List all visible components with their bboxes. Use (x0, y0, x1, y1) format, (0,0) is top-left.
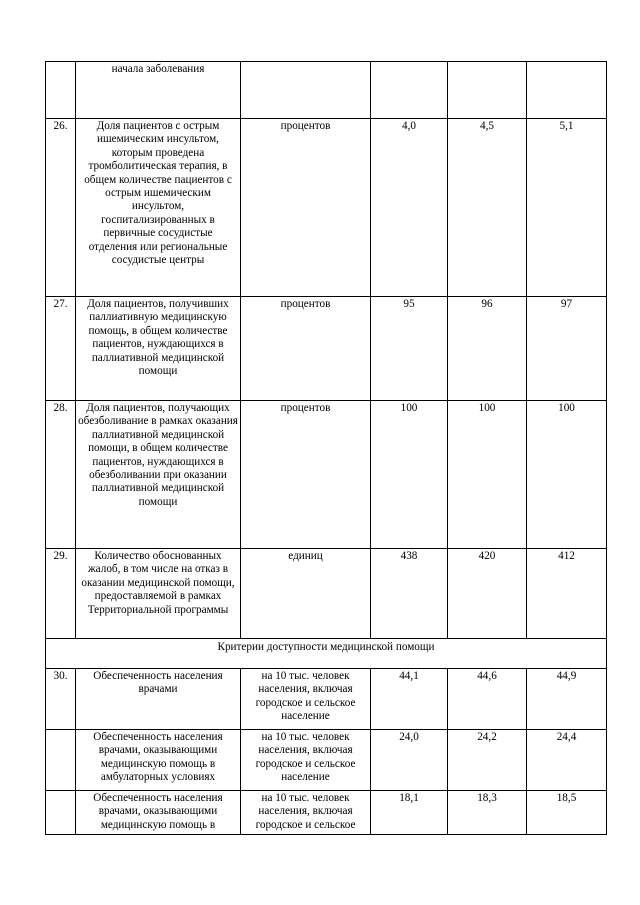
indicator-cell: Доля пациентов, получивших паллиативную медицинскую помощь, в общем количестве пациентов, нуждающихся в паллиативной медицинской помощи (76, 297, 241, 401)
value-cell-2: 24,2 (448, 730, 527, 791)
unit-cell: процентов (241, 297, 371, 401)
row-number: 27. (46, 297, 76, 401)
table-row (46, 791, 607, 835)
value-cell-1: 4,0 (371, 119, 448, 297)
indicator-cell: Обеспеченность населения врачами (76, 669, 241, 730)
value-cell-2: 44,6 (448, 669, 527, 730)
value-cell-2: 100 (448, 401, 527, 549)
value-cell-2 (448, 62, 527, 119)
row-number: 28. (46, 401, 76, 549)
value-cell-3: 24,4 (527, 730, 607, 791)
indicator-cell: Обеспеченность населения врачами, оказывающими медицинскую помощь в амбулаторных условиях (76, 730, 241, 791)
table-row (46, 549, 607, 639)
unit-cell: процентов (241, 119, 371, 297)
value-cell-1: 24,0 (371, 730, 448, 791)
value-cell-1: 100 (371, 401, 448, 549)
row-number: 30. (46, 669, 76, 730)
value-cell-3: 97 (527, 297, 607, 401)
section-title: Критерии доступности медицинской помощи (46, 639, 607, 669)
value-cell-3: 44,9 (527, 669, 607, 730)
table-row (46, 669, 607, 730)
value-cell-2: 420 (448, 549, 527, 639)
unit-cell: процентов (241, 401, 371, 549)
value-cell-3: 5,1 (527, 119, 607, 297)
value-cell-2: 18,3 (448, 791, 527, 835)
table-row (46, 62, 607, 119)
value-cell-1: 44,1 (371, 669, 448, 730)
row-number (46, 62, 76, 119)
table-row (46, 730, 607, 791)
value-cell-3 (527, 62, 607, 119)
indicator-cell: Обеспеченность населения врачами, оказывающими медицинскую помощь в (76, 791, 241, 835)
value-cell-1 (371, 62, 448, 119)
indicator-cell: Количество обоснованных жалоб, в том числе на отказ в оказании медицинской помощи, предоставляемой в рамках Территориальной программы (76, 549, 241, 639)
row-number (46, 730, 76, 791)
indicator-cell: начала заболевания (76, 62, 241, 119)
table-row (46, 297, 607, 401)
row-number: 26. (46, 119, 76, 297)
unit-cell: на 10 тыс. человек населения, включая городское и сельское население (241, 730, 371, 791)
value-cell-1: 18,1 (371, 791, 448, 835)
value-cell-2: 4,5 (448, 119, 527, 297)
indicator-cell: Доля пациентов с острым ишемическим инсультом, которым проведена тромболитическая терапия, в общем количестве пациентов с острым ишемическим инсультом, госпитализированных в первичные сосудистые отделения или региональные сосудистые центры (76, 119, 241, 297)
value-cell-1: 438 (371, 549, 448, 639)
criteria-table (45, 61, 607, 835)
unit-cell: на 10 тыс. человек населения, включая городское и сельское (241, 791, 371, 835)
unit-cell: на 10 тыс. человек населения, включая городское и сельское население (241, 669, 371, 730)
unit-cell: единиц (241, 549, 371, 639)
row-number: 29. (46, 549, 76, 639)
row-number (46, 791, 76, 835)
table-row (46, 401, 607, 549)
value-cell-2: 96 (448, 297, 527, 401)
unit-cell (241, 62, 371, 119)
value-cell-3: 100 (527, 401, 607, 549)
section-header-row (46, 639, 607, 669)
value-cell-3: 412 (527, 549, 607, 639)
table-row (46, 119, 607, 297)
value-cell-3: 18,5 (527, 791, 607, 835)
indicator-cell: Доля пациентов, получающих обезболивание в рамках оказания паллиативной медицинской помощи, в общем количестве пациентов, нуждающихся в обезболивании при оказании паллиативной медицинской помощи (76, 401, 241, 549)
value-cell-1: 95 (371, 297, 448, 401)
